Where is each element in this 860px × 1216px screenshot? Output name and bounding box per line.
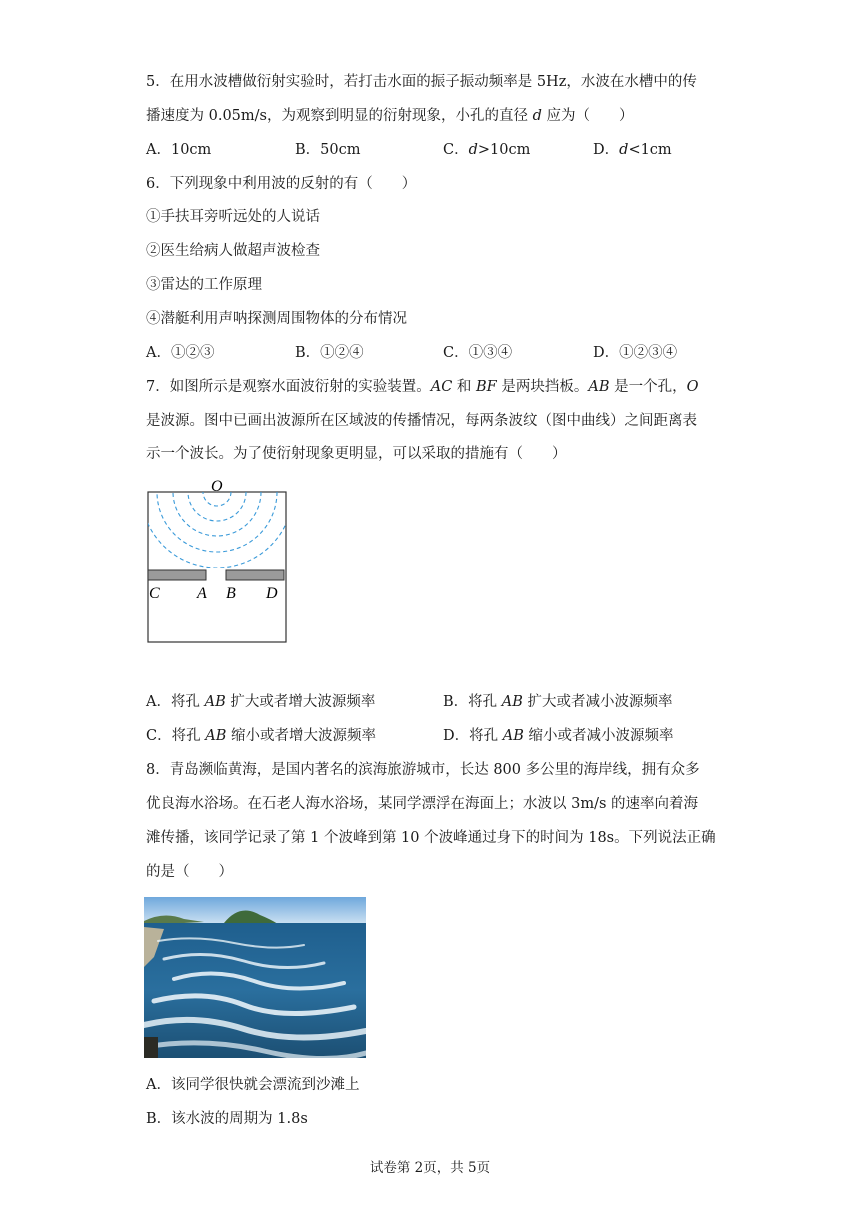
- q7-stem-text-3: 是两块挡板。: [496, 379, 589, 395]
- label-a: A: [197, 585, 207, 602]
- q7-stem-text-2: 和: [452, 379, 477, 395]
- q6-item-3: ③雷达的工作原理: [146, 277, 262, 293]
- q5-stem-line1: 5．在用水波槽做衍射实验时，若打击水面的振子振动频率是 5Hz，水波在水槽中的传: [146, 74, 697, 90]
- q7-option-b-text: 扩大或者减小波源频率: [522, 694, 673, 710]
- q6-option-a: A．①②③: [146, 345, 215, 361]
- label-c: C: [149, 585, 160, 602]
- tank-outline: [148, 492, 286, 642]
- q6-option-d: D．①②③④: [593, 345, 678, 361]
- q7-option-d: [443, 726, 673, 746]
- q7-var-ac: AC: [430, 379, 453, 395]
- q7-option-a-text: 扩大或者增大波源频率: [225, 694, 376, 710]
- q7-option-b: [443, 692, 673, 712]
- q7-stem-text-4: 是一个孔，: [609, 379, 687, 395]
- q5-option-c: [443, 140, 530, 160]
- q5-stem-line2: [146, 106, 633, 126]
- photo-rock: [144, 1037, 158, 1058]
- label-d: D: [266, 585, 278, 602]
- q7-var-o: O: [686, 379, 699, 395]
- q7-stem-line3: 示一个波长。为了使衍射现象更明显，可以采取的措施有（ ）: [146, 446, 567, 462]
- q7-option-a-prefix: A．将孔: [146, 694, 205, 710]
- baffle-right: [226, 570, 284, 580]
- q8-stem-line1: 8．青岛濒临黄海，是国内著名的滨海旅游城市，长达 800 多公里的海岸线，拥有众多: [146, 762, 700, 778]
- q5-stem-text: 播速度为 0.05m/s，为观察到明显的衍射现象，小孔的直径: [146, 108, 533, 124]
- q6-option-c: C．①③④: [443, 345, 513, 361]
- diffraction-diagram: [146, 478, 288, 646]
- q5-option-c-prefix: C．: [443, 142, 469, 158]
- label-b: B: [226, 585, 236, 602]
- q7-option-c-text: 缩小或者增大波源频率: [226, 728, 376, 744]
- q6-option-b: B．①②④: [295, 345, 364, 361]
- q5-option-d-prefix: D．: [593, 142, 620, 158]
- q7-option-c-var: AB: [205, 728, 227, 744]
- q5-var-d: d: [532, 108, 542, 124]
- q6-item-4: ④潜艇利用声呐探测周围物体的分布情况: [146, 311, 407, 327]
- q7-option-d-var: AB: [502, 728, 524, 744]
- q7-option-b-var: AB: [501, 694, 523, 710]
- q8-option-b: B．该水波的周期为 1.8s: [146, 1111, 308, 1127]
- baffle-left: [148, 570, 206, 580]
- q7-option-a-var: AB: [204, 694, 226, 710]
- q7-option-c-prefix: C．将孔: [146, 728, 206, 744]
- q6-item-2: ②医生给病人做超声波检查: [146, 243, 320, 259]
- q7-stem-line1: [146, 377, 699, 397]
- label-o: O: [211, 478, 223, 495]
- q7-option-a: [146, 692, 375, 712]
- q5-option-b: B．50cm: [295, 142, 361, 158]
- q5-option-c-var: d: [468, 142, 478, 158]
- q6-stem: 6．下列现象中利用波的反射的有（ ）: [146, 176, 417, 192]
- q8-stem-line3: 滩传播，该同学记录了第 1 个波峰到第 10 个波峰通过身下的时间为 18s。下列说法正确: [146, 830, 716, 846]
- q8-stem-line2: 优良海水浴场。在石老人海水浴场，某同学漂浮在海面上；水波以 3m/s 的速率向着海: [146, 796, 699, 812]
- beach-photo: [144, 897, 366, 1058]
- q7-option-b-prefix: B．将孔: [443, 694, 502, 710]
- q5-option-d: [593, 140, 672, 160]
- q7-option-d-text: 缩小或者减小波源频率: [523, 728, 674, 744]
- q5-option-c-value: >10cm: [477, 142, 531, 158]
- q5-option-d-var: d: [619, 142, 629, 158]
- q7-option-c: [146, 726, 376, 746]
- q7-stem-text-1: 7．如图所示是观察水面波衍射的实验装置。: [146, 379, 431, 395]
- q8-stem-line4: 的是（ ）: [146, 864, 233, 880]
- q6-item-1: ①手扶耳旁听远处的人说话: [146, 209, 320, 225]
- q7-var-ab: AB: [588, 379, 610, 395]
- q7-var-bf: BF: [476, 379, 497, 395]
- q5-option-a: A．10cm: [146, 142, 212, 158]
- q7-option-d-prefix: D．将孔: [443, 728, 503, 744]
- q7-stem-line2: 是波源。图中已画出波源所在区域波的传播情况，每两条波纹（图中曲线）之间距离表: [146, 413, 697, 429]
- q5-stem-end: 应为（ ）: [541, 108, 634, 124]
- q5-option-d-value: <1cm: [628, 142, 672, 158]
- page-footer: 试卷第 2页，共 5页: [369, 1160, 491, 1176]
- q8-option-a: A．该同学很快就会漂流到沙滩上: [146, 1077, 360, 1093]
